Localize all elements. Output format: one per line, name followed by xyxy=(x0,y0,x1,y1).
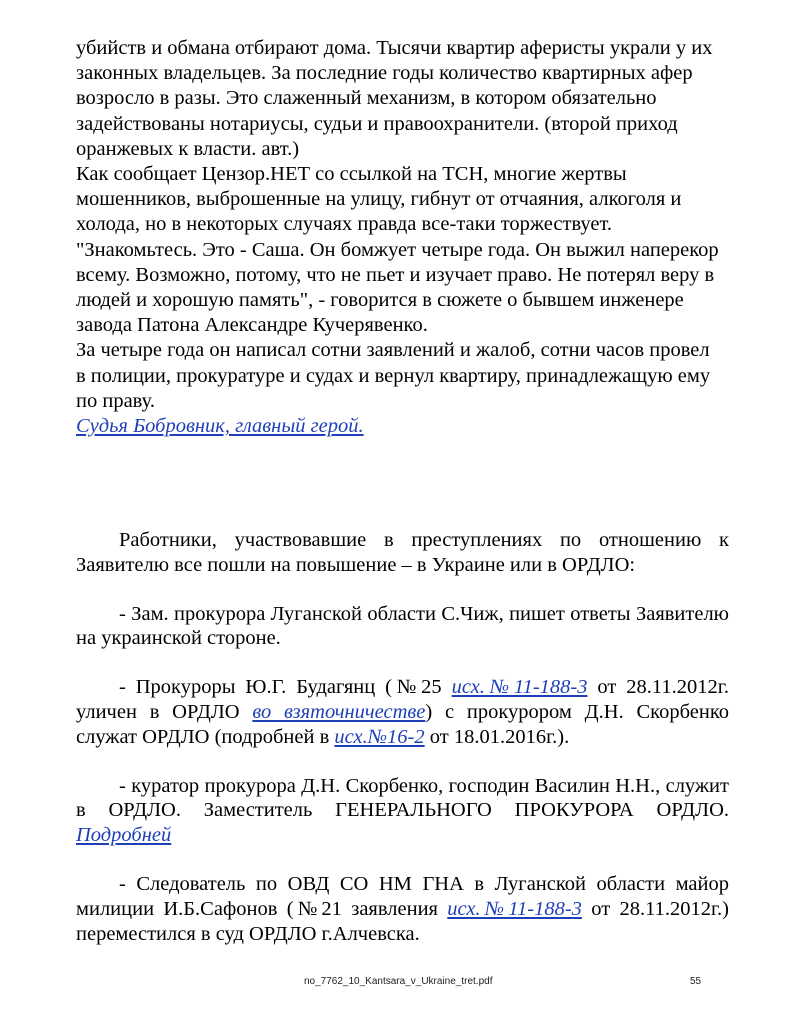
text-line: задействованы нотариусы, судьи и правоохранители. (второй приход xyxy=(76,112,678,135)
text-line: по праву. xyxy=(76,389,155,412)
page-number: 55 xyxy=(690,976,702,987)
outgoing-11-188-3-link[interactable]: исх.№11-188-3 xyxy=(451,676,588,699)
paragraph-vasilin xyxy=(76,774,729,848)
paragraph-text: - куратор прокурора Д.Н. Скорбенко, господин Василин Н.Н., служит в ОРДЛО. Заместитель ГЕНЕРАЛЬНОГО ПРОКУРОРА ОРДЛО. xyxy=(76,774,729,822)
text-line: в полиции, прокуратуре и судах и вернул квартиру, принадлежащую ему xyxy=(76,364,711,387)
text-line: Как сообщает Цензор.НЕТ со ссылкой на ТСН, многие жертвы xyxy=(76,163,627,186)
text-line: людей и хорошую память", - говорится в сюжете о бывшем инженере xyxy=(76,289,684,312)
more-details-link[interactable]: Подробней xyxy=(76,824,172,847)
text-line: всему. Возможно, потому, что не пьет и изучает право. Не потерял веру в xyxy=(76,263,715,286)
main-text-block xyxy=(76,528,729,970)
text-line: За четыре года он написал сотни заявлений и жалоб, сотни часов провел xyxy=(76,339,710,362)
bribery-link[interactable]: во взяточничестве xyxy=(252,700,426,723)
paragraph-intro: Работники, участвовавшие в преступлениях по отношению к Заявителю все пошли на повышение – в Украине или в ОРДЛО: xyxy=(76,529,729,576)
text-line: "Знакомьтесь. Это - Саша. Он бомжует четыре года. Он выжил наперекор xyxy=(76,238,719,261)
text-line: оранжевых к власти. авт.) xyxy=(76,137,300,160)
text-line: завода Патона Александре Кучерявенко. xyxy=(76,314,428,337)
paragraph-safonov xyxy=(76,872,729,946)
paragraph-text: - Следователь по ОВД СО НМ ГНА в Луганской области майор милиции И.Б.Сафонов (№21 заявления xyxy=(76,872,729,920)
text-line: мошенников, выброшенные на улицу, гибнут от отчаяния, алкоголя и xyxy=(76,188,682,211)
footer-filename: no_7762_10_Kantsara_v_Ukraine_tret.pdf xyxy=(304,976,493,987)
outgoing-11-188-3-link-2[interactable]: исх.№11-188-3 xyxy=(447,897,582,920)
text-line: возросло в разы. Это слаженный механизм, в котором обязательно xyxy=(76,87,657,110)
judge-bobrovnik-link[interactable]: Судья Бобровник, главный герой. xyxy=(76,415,364,438)
top-text-block xyxy=(76,36,736,439)
text-line: убийств и обмана отбирают дома. Тысячи квартир аферисты украли у их xyxy=(76,37,713,59)
paragraph-text: от 18.01.2016г.). xyxy=(424,725,570,748)
paragraph-text: от 28.11.2012г. уличен в ОРДЛО xyxy=(76,676,729,723)
paragraph-text: от 28.11.2012г.) переместился в суд ОРДЛО г.Алчевска. xyxy=(76,897,729,945)
paragraph-chizh: - Зам. прокурора Луганской области С.Чиж, пишет ответы Заявителю на украинской стороне. xyxy=(76,602,729,650)
paragraph-text: ) с прокурором Д.Н. Скорбенко служат ОРДЛО (подробней в xyxy=(76,700,729,748)
paragraph-text: - Прокуроры Ю.Г. Будагянц (№25 xyxy=(119,676,452,699)
outgoing-16-2-link[interactable]: исх.№16-2 xyxy=(334,725,425,748)
text-line: холода, но в некоторых случаях правда все-таки торжествует. xyxy=(76,213,613,236)
paragraph-budagyants xyxy=(76,675,729,749)
text-line: законных владельцев. За последние годы количество квартирных афер xyxy=(76,62,693,85)
